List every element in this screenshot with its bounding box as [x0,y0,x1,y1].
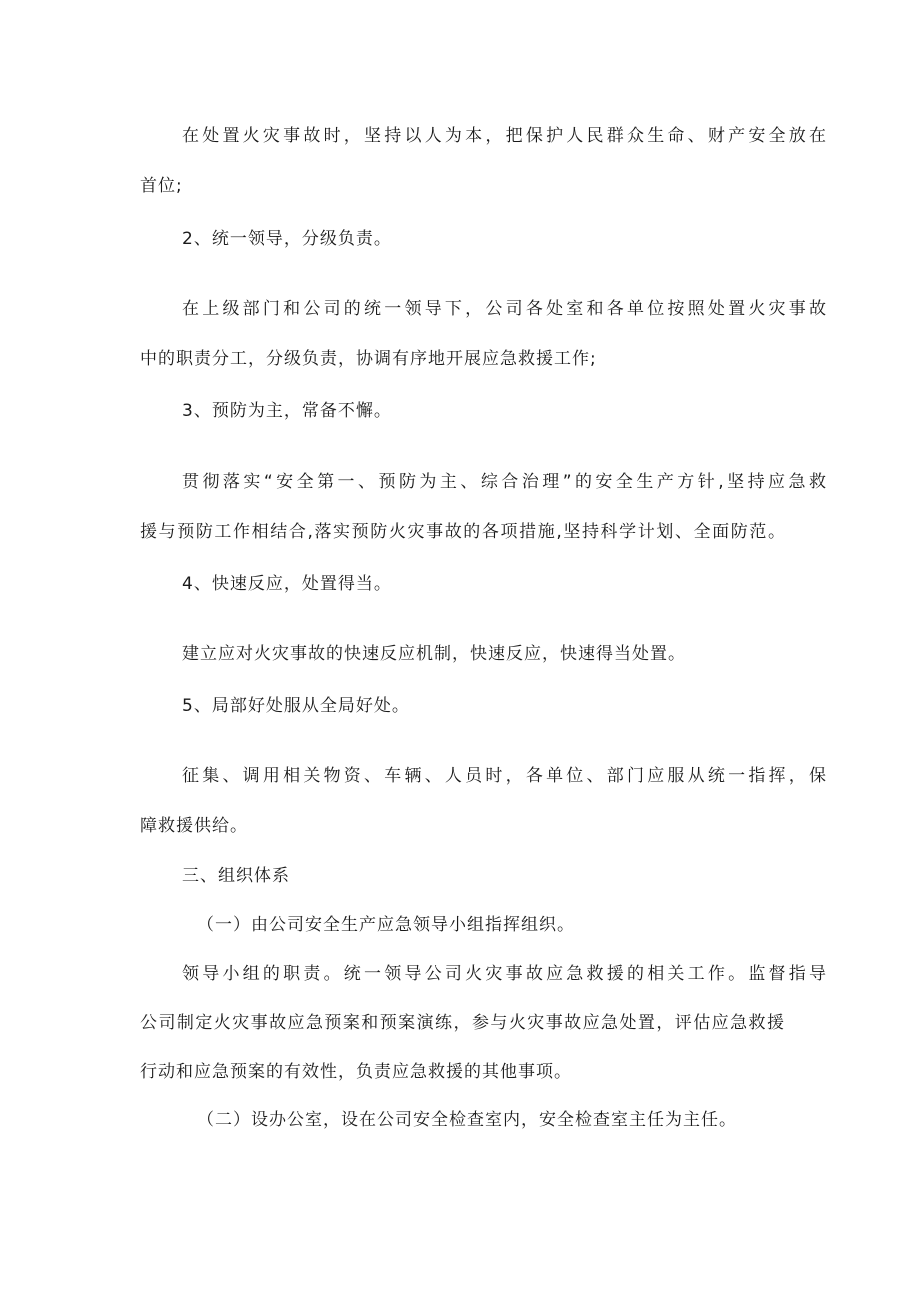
section-heading-organization: 三、组织体系 [182,866,290,886]
paragraph-leadership-duties-line-3: 行动和应急预案的有效性，负责应急救援的其他事项。 [140,1062,572,1082]
heading-principle-2: 2、统一领导，分级负责。 [182,229,392,249]
heading-principle-5: 5、局部好处服从全局好处。 [182,696,410,716]
paragraph-principle-5-body-line-2: 障救援供给。 [140,816,248,836]
subheading-office: （二）设办公室，设在公司安全检查室内，安全检查室主任为主任。 [197,1110,737,1130]
paragraph-principle-3-body-line-2: 援与预防工作相结合,落实预防火灾事故的各项措施,坚持科学计划、全面防范。 [140,522,785,542]
heading-principle-4: 4、快速反应，处置得当。 [182,574,392,594]
paragraph-principle-2-body-line-1: 在上级部门和公司的统一领导下，公司各处室和各单位按照处置火灾事故 [182,299,827,319]
paragraph-principle-1-body-line-2: 首位; [140,176,183,196]
paragraph-principle-1-body-line-1: 在处置火灾事故时，坚持以人为本，把保护人民群众生命、财产安全放在 [182,126,827,146]
paragraph-principle-4-body: 建立应对火灾事故的快速反应机制，快速反应，快速得当处置。 [182,644,686,664]
paragraph-leadership-duties-line-1: 领导小组的职责。统一领导公司火灾事故应急救援的相关工作。监督指导 [182,964,827,984]
paragraph-principle-5-body-line-1: 征集、调用相关物资、车辆、人员时，各单位、部门应服从统一指挥，保 [182,766,827,786]
paragraph-principle-2-body-line-2: 中的职责分工，分级负责，协调有序地开展应急救援工作; [140,349,597,369]
paragraph-principle-3-body-line-1: 贯彻落实“安全第一、预防为主、综合治理”的安全生产方针,坚持应急救 [182,472,827,492]
heading-principle-3: 3、预防为主，常备不懈。 [182,401,392,421]
paragraph-leadership-duties-line-2: 公司制定火灾事故应急预案和预案演练，参与火灾事故应急处置，评估应急救援 [140,1013,785,1033]
subheading-leadership-group: （一）由公司安全生产应急领导小组指挥组织。 [197,915,575,935]
